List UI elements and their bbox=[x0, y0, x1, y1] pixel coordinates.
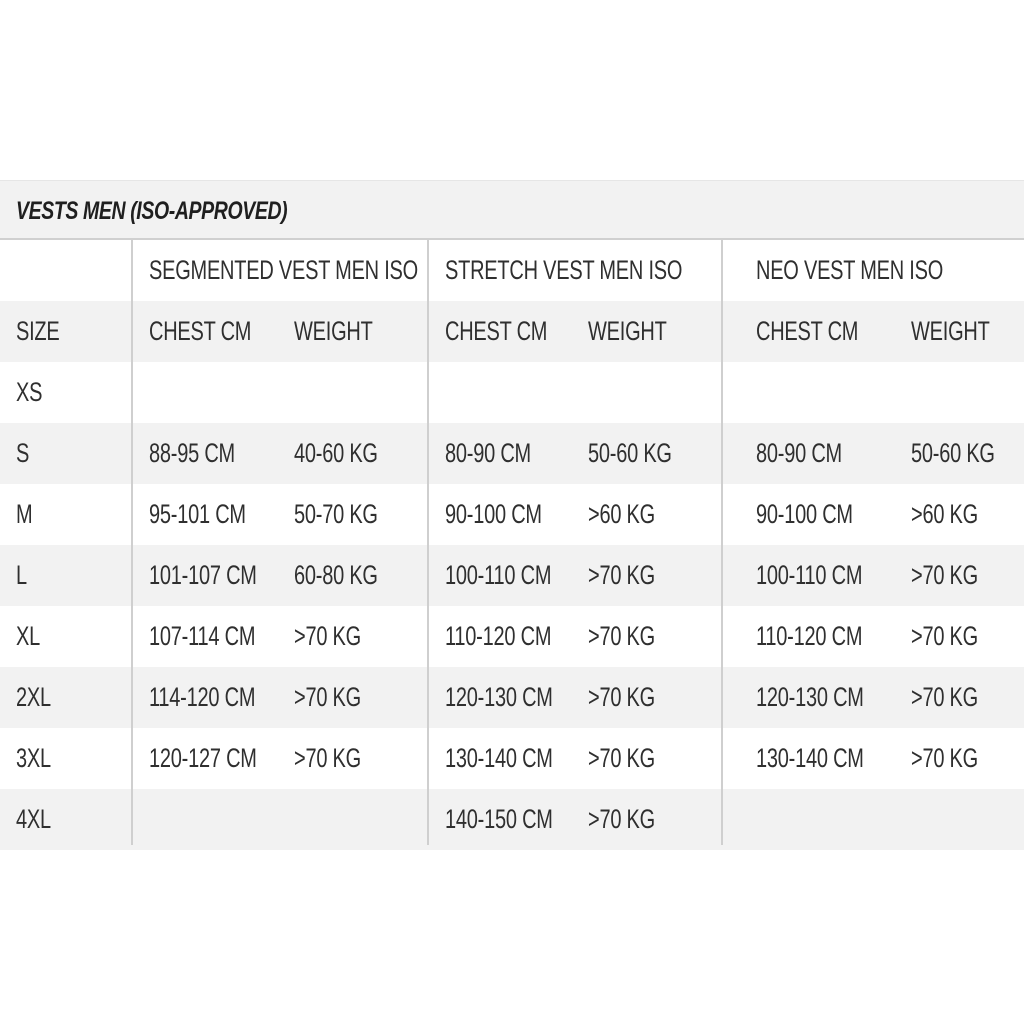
column-divider bbox=[131, 240, 133, 845]
size-cell: 4XL bbox=[16, 804, 51, 834]
column-divider bbox=[427, 240, 429, 845]
group-header-stretch: STRETCH VEST MEN ISO bbox=[445, 255, 683, 285]
weight-cell: 50-60 KG bbox=[588, 438, 672, 468]
chest-cell: 110-120 CM bbox=[756, 621, 863, 651]
chest-cell: 114-120 CM bbox=[149, 682, 256, 712]
chest-cell: 100-110 CM bbox=[445, 560, 552, 590]
weight-cell: >70 KG bbox=[911, 743, 978, 773]
weight-cell: >70 KG bbox=[294, 682, 361, 712]
chest-cell: 100-110 CM bbox=[756, 560, 863, 590]
table-row bbox=[0, 667, 1024, 728]
chest-cell: 80-90 CM bbox=[445, 438, 531, 468]
column-header-weight: WEIGHT bbox=[588, 316, 667, 346]
table-row bbox=[0, 484, 1024, 545]
weight-cell: >70 KG bbox=[588, 621, 655, 651]
column-divider bbox=[721, 240, 723, 845]
column-header-weight: WEIGHT bbox=[911, 316, 990, 346]
chest-cell: 130-140 CM bbox=[756, 743, 864, 773]
table-row bbox=[0, 362, 1024, 423]
chest-cell: 95-101 CM bbox=[149, 499, 246, 529]
chest-cell: 88-95 CM bbox=[149, 438, 235, 468]
size-cell: L bbox=[16, 560, 27, 590]
weight-cell: 50-60 KG bbox=[911, 438, 995, 468]
weight-cell: >70 KG bbox=[294, 621, 361, 651]
weight-cell: >70 KG bbox=[588, 804, 655, 834]
table-title: VESTS MEN (ISO-APPROVED) bbox=[16, 197, 288, 225]
column-header-row bbox=[0, 301, 1024, 362]
chest-cell: 90-100 CM bbox=[756, 499, 853, 529]
weight-cell: 50-70 KG bbox=[294, 499, 378, 529]
column-header-chest: CHEST CM bbox=[149, 316, 252, 346]
chest-cell: 101-107 CM bbox=[149, 560, 257, 590]
chest-cell: 130-140 CM bbox=[445, 743, 553, 773]
chest-cell: 90-100 CM bbox=[445, 499, 542, 529]
column-header-chest: CHEST CM bbox=[445, 316, 548, 346]
weight-cell: 60-80 KG bbox=[294, 560, 378, 590]
table-title-bar bbox=[0, 180, 1024, 240]
weight-cell: >60 KG bbox=[588, 499, 655, 529]
size-chart-table bbox=[0, 180, 1024, 845]
group-header-segmented: SEGMENTED VEST MEN ISO bbox=[149, 255, 418, 285]
size-cell: 3XL bbox=[16, 743, 51, 773]
group-header-row bbox=[0, 240, 1024, 301]
table-row bbox=[0, 789, 1024, 850]
size-cell: S bbox=[16, 438, 30, 468]
chest-cell: 80-90 CM bbox=[756, 438, 842, 468]
chest-cell: 107-114 CM bbox=[149, 621, 256, 651]
size-cell: XS bbox=[16, 377, 43, 407]
weight-cell: >70 KG bbox=[588, 560, 655, 590]
table-row bbox=[0, 545, 1024, 606]
weight-cell: >70 KG bbox=[911, 560, 978, 590]
table-row bbox=[0, 728, 1024, 789]
size-cell: XL bbox=[16, 621, 41, 651]
chest-cell: 120-130 CM bbox=[445, 682, 553, 712]
chest-cell: 120-130 CM bbox=[756, 682, 864, 712]
chest-cell: 140-150 CM bbox=[445, 804, 553, 834]
size-cell: M bbox=[16, 499, 33, 529]
weight-cell: >70 KG bbox=[911, 682, 978, 712]
weight-cell: >70 KG bbox=[294, 743, 361, 773]
table-row bbox=[0, 423, 1024, 484]
weight-cell: >70 KG bbox=[911, 621, 978, 651]
size-cell: 2XL bbox=[16, 682, 51, 712]
weight-cell: >70 KG bbox=[588, 743, 655, 773]
weight-cell: 40-60 KG bbox=[294, 438, 378, 468]
weight-cell: >70 KG bbox=[588, 682, 655, 712]
chest-cell: 120-127 CM bbox=[149, 743, 257, 773]
column-header-chest: CHEST CM bbox=[756, 316, 859, 346]
column-header-weight: WEIGHT bbox=[294, 316, 373, 346]
group-header-neo: NEO VEST MEN ISO bbox=[756, 255, 944, 285]
weight-cell: >60 KG bbox=[911, 499, 978, 529]
column-header-size: SIZE bbox=[16, 316, 60, 346]
chest-cell: 110-120 CM bbox=[445, 621, 552, 651]
table-row bbox=[0, 606, 1024, 667]
